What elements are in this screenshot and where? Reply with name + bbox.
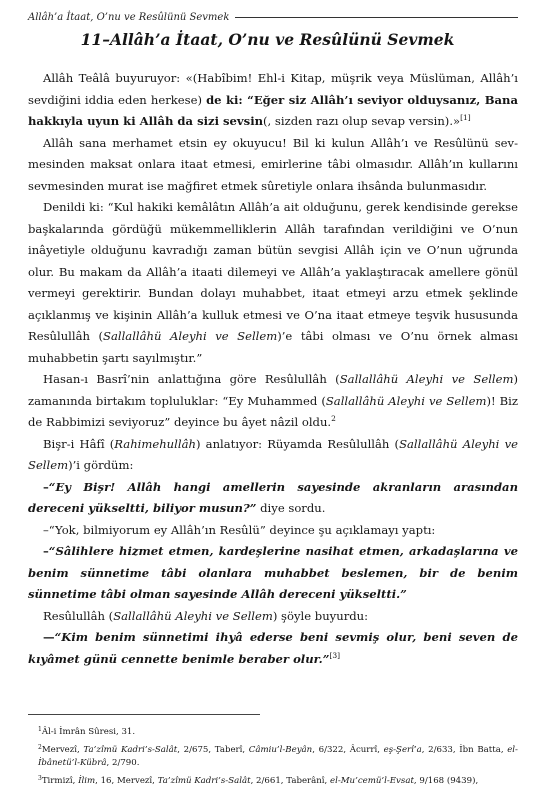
footnotes <box>28 726 518 793</box>
paragraph-denildi: Denildi ki: “Kul hakiki kemâlâtın Allâh’a ait olduğunu, gerek kendisinde gerekse başkalarında gördüğü mükemmelliklerin Allâh tarafından verildiğini ve O’nun inâyetiyle olduğunu kavradığı zaman bütün sevgisi Allâh için ve O’nun uğrunda olur. Bu makam da Allâh’a itaati dilemeyi ve Allâh’a yaklaştıracak amellere gönül vermeyi gerektirir. Bundan dolayı muhabbet, itaat etmeyi arzu etmek şeklinde açıklanmış ve kişinin Allâh’a kulluk etmesi ve O’na itaat etmeye teşvik hususunda Resûlullâh (Sallallâhü Aleyhi ve Sellem)’e tâbi olması ve O’nu örnek alması muhabbetin şartı sayılmıştır.” <box>28 200 518 365</box>
paragraph-hasan-basri: Hasan-ı Basrî’nin anlattığına göre Resûlullâh (Sallallâhü Aleyhi ve Sellem) zamanında birtakım topluluklar: “Ey Muhammed (Sallallâhü Aleyhi ve Sellem)! Biz de Rabbimizi seviyoruz” deyince bu âyet nâzil oldu.$^2$ <box>28 372 519 429</box>
prophet-quote: “Sâlihlere hizmet etmen, kardeşlerine nasihat etmen, arkadaşlarına ve benim sünnetime tâbi olanlara muhabbet beslemen, bir de benim sünnetime tâbi olman sayesinde Allâh dereceni yükseltti.” <box>28 544 518 601</box>
footnote-ref-3: [3] <box>329 650 341 660</box>
hadith-quote: —“Kim benim sünnetimi ihyâ ederse beni sevmiş olur, beni seven de kıyâmet günü cennette benimle beraber olur.”[3] <box>28 630 518 666</box>
dialogue-line-3: –“Sâlihlere hizmet etmen, kardeşlerine nasihat etmen, arkadaşlarına ve benim sünnetime tâbi olanlara muhabbet beslemen, bir de benim sünnetime tâbi olman sayesinde Allâh dereceni yükseltti.” <box>28 544 518 601</box>
paragraph-bisr-hafi: Bişr-i Hâfî (Rahimehullâh) anlatıyor: Rüyamda Resûlullâh (Sallallâhü Aleyhi ve Sellem)’i gördüm: <box>28 436 518 472</box>
header-rule <box>235 17 518 18</box>
footnote-2: $^2$Mervezî, Ta’zîmü Kadri’s-Salât, 2/675, Taberî, Câmiu’l-Beyân, 6/322, Âcurrî, eş-Şerî’a, 2/633, İbn Batta, el-İbânetü’l-Kübrâ, 2/790. <box>38 744 518 768</box>
footnote-ref-2: 2 <box>331 414 336 423</box>
salutation-text: Sallallâhü Aleyhi ve Sellem <box>339 372 514 386</box>
running-header-text: Allâh’a İtaat, O’nu ve Resûlünü Sevmek <box>28 11 230 23</box>
footnote-3: $^3$Tirmizî, İlim, 16, Mervezî, Ta’zîmü Kadri’s-Salât, 2/661, Taberânî, el-Mu’cemü’l-Evsat, 9/168 (9439), <box>38 775 479 786</box>
paragraph-explanation: Allâh sana merhamet etsin ey okuyucu! Bil ki kulun Allâh’ı ve Resûlünü sevmesinden maksat onlara itaat etmesi, emirlerine tâbi olmasıdır. Allâh’ın kullarını sevmesinden murat ise mağfiret etmek sûretiyle onlara ihsânda bulunmasıdır. <box>28 135 518 193</box>
paragraph-hadith-intro: Resûlullâh (Sallallâhü Aleyhi ve Sellem) şöyle buyurdu: <box>43 608 369 623</box>
dialogue-line-1: –“Ey Bişr! Allâh hangi amellerin sayesinde akranların arasından dereceni yükseltti, biliyor musun?” diye sordu. <box>28 479 518 515</box>
hadith-text: “Kim benim sünnetimi ihyâ ederse beni sevmiş olur, beni seven de kıyâmet günü cennette benimle beraber olur.” <box>28 630 518 666</box>
paragraph-verse: Allâh Teâlâ buyuruyor: «(Habîbim! Ehl-i Kitap, müşrik veya Müslüman, Allâh’ı sevdiğini iddia eden herkese) de ki: “Eğer siz Allâh’ı seviyor olduysanız, Bana hakkıyla uyun ki Allâh da sizi sevsin(, sizden razı olup sevap versin).»[1] <box>28 71 518 128</box>
footnote-divider <box>28 714 260 715</box>
running-header <box>28 9 518 25</box>
footnote-1: $^1$Âl-i İmrân Sûresi, 31. <box>38 726 136 737</box>
salutation-text: Sallallâhü Aleyhi ve Sellem <box>103 329 278 343</box>
verse-bold-text: de ki: “Eğer siz Allâh’ı seviyor olduysanız, Bana hakkıyla uyun ki Allâh da sizi sevsin <box>28 92 518 128</box>
body-text <box>28 68 518 670</box>
salutation-text: Sallallâhü Aleyhi ve Sellem <box>325 393 487 408</box>
prophet-quote: “Ey Bişr! Allâh hangi amellerin sayesinde akranların arasından dereceni yükseltti, biliyor musun?” <box>28 479 518 515</box>
salutation-text: Sallallâhü Aleyhi ve Sellem <box>113 608 273 623</box>
prayer-text: Rahimehullâh <box>114 436 196 451</box>
dialogue-line-2: –“Yok, bilmiyorum ey Allâh’ın Resûlü” deyince şu açıklamayı yaptı: <box>43 522 436 537</box>
footnote-ref-1: [1] <box>460 113 471 122</box>
salutation-text: Sallallâhü Aleyhi ve Sellem <box>28 436 518 472</box>
chapter-title: 11–Allâh’a İtaat, O’nu ve Resûlünü Sevmek <box>80 30 455 49</box>
